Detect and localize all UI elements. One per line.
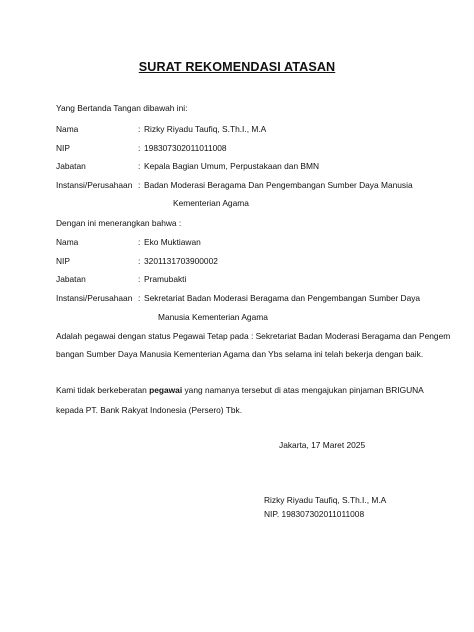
employee-instansi-value-line2: Manusia Kementerian Agama [158, 312, 268, 322]
signer-nip-value: 198307302011011008 [144, 143, 227, 153]
signer-nip-colon: : [138, 143, 141, 153]
status-paragraph-line2: bangan Sumber Daya Manusia Kementerian Agama dan Ybs selama ini telah bekerja dengan baik. [56, 349, 424, 359]
signer-nama-label: Nama [56, 124, 79, 134]
employee-instansi-colon: : [138, 293, 141, 303]
approval-text-bold: pegawai [149, 385, 183, 395]
intro-text: Yang Bertanda Tangan dibawah ini: [56, 103, 188, 113]
letter-title: SURAT REKOMENDASI ATASAN [138, 60, 336, 74]
employee-nip-label: NIP [56, 256, 70, 266]
employee-jabatan-colon: : [138, 274, 141, 284]
signer-jabatan-colon: : [138, 161, 141, 171]
employee-nama-colon: : [138, 237, 141, 247]
approval-paragraph-line2: kepada PT. Bank Rakyat Indonesia (Persero) Tbk. [56, 405, 243, 415]
signature-name: Rizky Riyadu Taufiq, S.Th.I., M.A [264, 495, 387, 505]
signer-jabatan-label: Jabatan [56, 161, 86, 171]
place-date: Jakarta, 17 Maret 2025 [279, 440, 366, 450]
signer-instansi-value-line1: Badan Moderasi Beragama Dan Pengembangan Sumber Daya Manusia [144, 180, 413, 190]
employee-nip-colon: : [138, 256, 141, 266]
signer-nama-value: Rizky Riyadu Taufiq, S.Th.I., M.A [144, 124, 267, 134]
signer-nama-colon: : [138, 124, 141, 134]
employee-jabatan-label: Jabatan [56, 274, 86, 284]
signer-instansi-value-line2: Kementerian Agama [173, 198, 249, 208]
employee-jabatan-value: Pramubakti [144, 274, 187, 284]
signer-jabatan-value: Kepala Bagian Umum, Perpustakaan dan BMN [144, 161, 320, 171]
employee-nama-label: Nama [56, 237, 79, 247]
approval-text-pre: Kami tidak berkeberatan [56, 385, 150, 395]
signer-instansi-colon: : [138, 180, 141, 190]
signer-instansi-label: Instansi/Perusahaan [56, 180, 133, 190]
statement-text: Dengan ini menerangkan bahwa : [56, 218, 182, 228]
employee-nip-value: 3201131703900002 [144, 256, 218, 266]
status-paragraph-line1: Adalah pegawai dengan status Pegawai Tetap pada : Sekretariat Badan Moderasi Beragama dan Pengem [56, 331, 451, 341]
signature-nip: NIP. 198307302011011008 [264, 509, 365, 519]
employee-instansi-label: Instansi/Perusahaan [56, 293, 133, 303]
employee-instansi-value-line1: Sekretariat Badan Moderasi Beragama dan Pengembangan Sumber Daya [144, 293, 421, 303]
signer-nip-label: NIP [56, 143, 70, 153]
employee-nama-value: Eko Muktiawan [144, 237, 201, 247]
approval-text-post: yang namanya tersebut di atas mengajukan pinjaman BRIGUNA [182, 385, 424, 395]
approval-paragraph-line1 [56, 385, 424, 395]
